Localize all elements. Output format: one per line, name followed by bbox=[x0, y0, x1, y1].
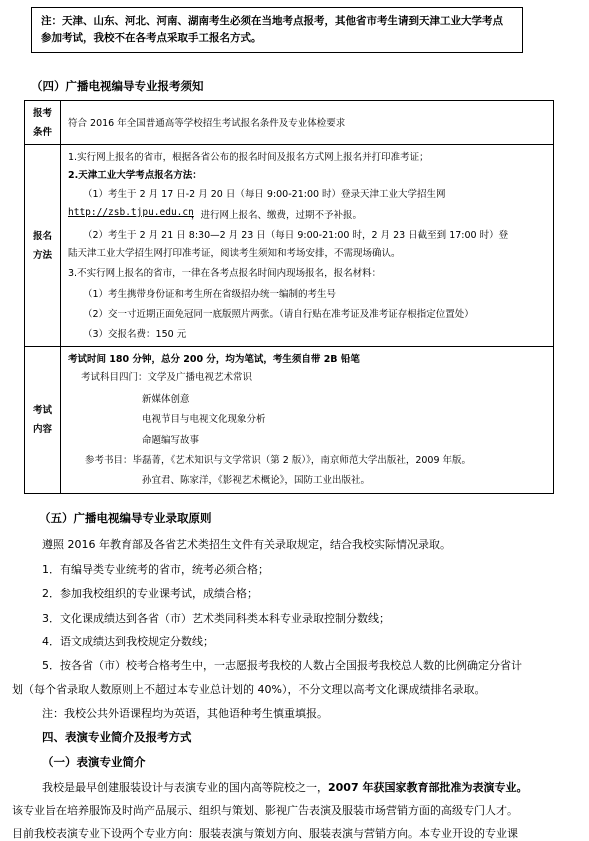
method-line: （2）考生于 2 月 21 日 8:30—2 月 23 日（每日 9:00-21:00 时，2 月 23 日截至到 17:00 时）登 bbox=[83, 230, 509, 241]
conditions-text: 符合 2016 年全国普通高等学校招生考试报名条件及专业体检要求 bbox=[68, 118, 346, 129]
section4-heading: （四）广播电视编导专业报考须知 bbox=[31, 79, 204, 93]
method-line: （3）交报名费：150 元 bbox=[83, 329, 187, 340]
row-content bbox=[25, 347, 554, 494]
paragraph: 4．语文成绩达到我校规定分数线； bbox=[42, 635, 214, 648]
method-line: （2）交一寸近期正面免冠同一底版照片两张。（请自行贴在准考证及准考证存根指定位置处） bbox=[83, 309, 474, 320]
label-line: 条件 bbox=[32, 126, 52, 138]
label-method bbox=[25, 145, 61, 347]
paragraph: 遵照 2016 年教育部及各省艺术类招生文件有关录取规定，结合我校实际情况录取。 bbox=[42, 538, 451, 551]
label-line: 报考 bbox=[32, 107, 52, 119]
label-line: 方法 bbox=[32, 249, 52, 261]
conditions-cell bbox=[61, 101, 554, 145]
method-line: 3.不实行网上报名的省市，一律在各考点报名时间内现场报名，报名材料： bbox=[68, 268, 382, 279]
paragraph: 注：我校公共外语课程均为英语，其他语种考生慎重填报。 bbox=[42, 707, 328, 720]
content-cell bbox=[61, 347, 554, 494]
row-method bbox=[25, 145, 554, 347]
content-line: 电视节目与电视文化现象分析 bbox=[142, 414, 266, 425]
paragraph: 划（每个省录取人数原则上不超过本专业总计划的 40%），不分文理以高考文化课成绩排名录取。 bbox=[12, 683, 486, 696]
paragraph: 3．文化课成绩达到各省（市）艺术类同科类本科专业录取控制分数线； bbox=[42, 612, 390, 625]
section5-heading: （五）广播电视编导专业录取原则 bbox=[39, 511, 212, 525]
paragraph bbox=[42, 779, 589, 795]
note-box bbox=[31, 7, 523, 53]
paragraph-bold: 2007 年获国家教育部批准为表演专业。 bbox=[328, 781, 528, 794]
content-line: 考试时间 180 分钟，总分 200 分，均为笔试，考生须自带 2B 铅笔 bbox=[68, 354, 360, 365]
requirements-table bbox=[24, 100, 554, 494]
note-text: 注：天津、山东、河北、河南、湖南考生必须在当地考点报考，其他省市考生请到天津工业大学考点参加考试，我校不在各考点采取手工报名方式。 bbox=[41, 15, 503, 44]
method-line: （1）考生携带身份证和考生所在省级招办统一编制的考生号 bbox=[83, 289, 337, 300]
part4-sub-heading: （一）表演专业简介 bbox=[42, 755, 146, 769]
part4-heading: 四、表演专业简介及报考方式 bbox=[42, 730, 192, 744]
content-line: 考试科目四门：文学及广播电视艺术常识 bbox=[81, 372, 253, 383]
content-line: 命题编写故事 bbox=[142, 435, 200, 446]
paragraph: 该专业旨在培养服饰及时尚产品展示、组织与策划、影视广告表演及服装市场营销方面的高级专门人才。 bbox=[12, 804, 518, 817]
content-line: 孙宜君、陈家洋，《影视艺术概论》，国防工业出版社。 bbox=[142, 475, 371, 486]
paragraph: 1．有编导类专业统考的省市，统考必须合格； bbox=[42, 563, 269, 576]
paragraph: 2．参加我校组织的专业课考试，成绩合格； bbox=[42, 587, 258, 600]
label-line: 报名 bbox=[32, 230, 52, 242]
method-line: ，进行网上报名、缴费，过期不予补报。 bbox=[191, 210, 363, 221]
method-line: 2.天津工业大学考点报名方法： bbox=[68, 170, 202, 181]
label-conditions bbox=[25, 101, 61, 145]
paragraph: 5．按各省（市）校考合格考生中，一志愿报考我校的人数占全国报考我校总人数的比例确定分省计 bbox=[42, 659, 522, 672]
paragraph: 目前我校表演专业下设两个专业方向：服装表演与策划方向、服装表演与营销方向。本专业开设的专业课 bbox=[12, 827, 518, 840]
row-conditions bbox=[25, 101, 554, 145]
paragraph-text: 我校是最早创建服装设计与表演专业的国内高等院校之一， bbox=[42, 781, 328, 794]
content-line: 参考书目：毕磊菁，《艺术知识与文学常识（第 2 版）》，南京师范大学出版社，2009 年版。 bbox=[85, 455, 472, 466]
content-line: 新媒体创意 bbox=[142, 394, 190, 405]
label-content bbox=[25, 347, 61, 494]
label-line: 内容 bbox=[32, 424, 52, 435]
registration-link[interactable]: http://zsb.tjpu.edu.cn bbox=[68, 207, 194, 218]
method-line: 陆天津工业大学招生网打印准考证，阅读考生须知和考场安排，不需现场确认。 bbox=[68, 248, 401, 259]
method-cell bbox=[61, 145, 554, 347]
label-line: 考试 bbox=[32, 405, 52, 416]
method-line: 1.实行网上报名的省市，根据各省公布的报名时间及报名方式网上报名并打印准考证； bbox=[68, 152, 429, 163]
method-line: （1）考生于 2 月 17 日-2 月 20 日（每日 9:00-21:00 时）登录天津工业大学招生网 bbox=[83, 189, 446, 200]
